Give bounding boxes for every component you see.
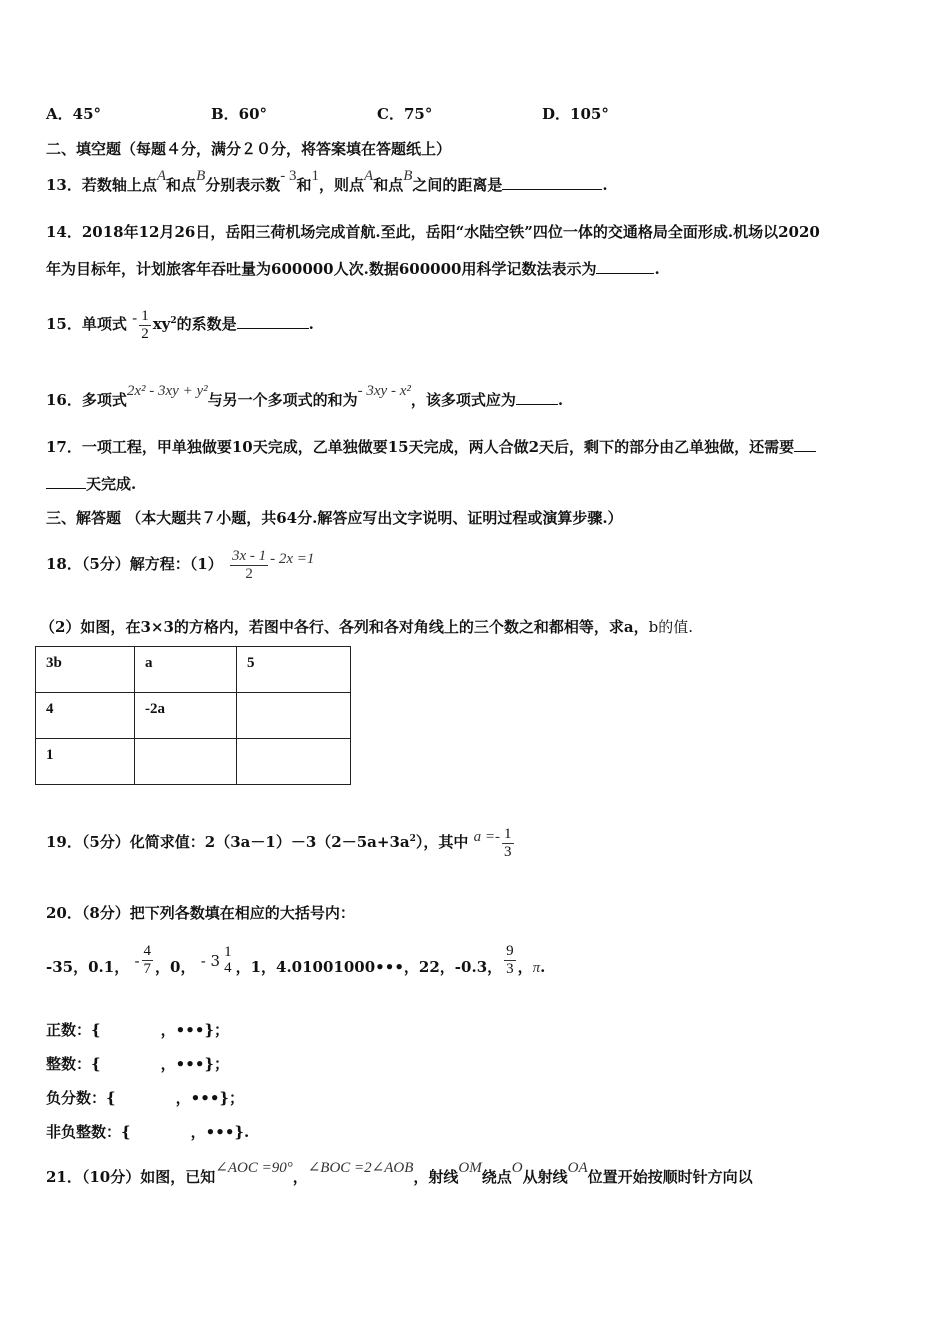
q20-numbers-3: ，1，4.01001000•••，22，-0.3， bbox=[235, 958, 503, 976]
q20-numbers-4: ， bbox=[517, 958, 533, 976]
q15-numerator: 1 bbox=[141, 308, 149, 324]
q13-text-4: 和 bbox=[296, 176, 312, 194]
q18-text-1: 18．（5分）解方程：（1） bbox=[46, 555, 223, 573]
q20-mixed-integer: - 3 bbox=[200, 952, 221, 970]
q20-fraction-2-denominator: 3 bbox=[506, 960, 514, 977]
q15-fraction bbox=[139, 308, 151, 342]
q18-part2-text-2: b的值. bbox=[648, 618, 693, 636]
q21-text-5: 从射线 bbox=[522, 1168, 568, 1186]
section-2-title: 二、填空题（每题４分，满分２０分，将答案填在答题纸上） bbox=[46, 140, 452, 158]
grid-cell bbox=[237, 739, 351, 785]
question-16 bbox=[46, 383, 564, 410]
q21-text-6: 位置开始按顺时针方向以 bbox=[587, 1168, 753, 1186]
q20-fraction-1-sign: - bbox=[134, 952, 140, 970]
q17-answer-blank-1 bbox=[794, 437, 816, 452]
q21-math-1: ∠AOC =90° bbox=[215, 1160, 293, 1176]
section-3-title: 三、解答题 （本大题共７小题，共64分.解答应写出文字说明、证明过程或演算步骤.） bbox=[46, 509, 623, 527]
q20-numbers-1: -35，0.1， bbox=[46, 958, 130, 976]
question-17-line-2 bbox=[46, 473, 136, 494]
q20-numbers-2: ，0， bbox=[155, 958, 196, 976]
q19-text-2: ），其中 bbox=[415, 833, 469, 851]
q14-end: . bbox=[654, 260, 660, 278]
q13-text-1: 13．若数轴上点 bbox=[46, 176, 157, 194]
grid-cell: 5 bbox=[237, 647, 351, 693]
q21-text-3: ，射线 bbox=[413, 1168, 459, 1186]
q20-fraction-1 bbox=[142, 943, 154, 977]
q13-text-2: 和点 bbox=[166, 176, 197, 194]
grid-cell: a bbox=[135, 647, 237, 693]
q16-text-1: 16．多项式 bbox=[46, 391, 127, 409]
q15-exponent: 2 bbox=[170, 316, 177, 326]
q12-options bbox=[46, 103, 609, 124]
q15-text-2: 的系数是 bbox=[176, 315, 237, 333]
q13-point-b: B bbox=[196, 168, 206, 184]
q15-answer-blank bbox=[237, 314, 309, 329]
q15-sign: - bbox=[132, 309, 138, 327]
question-20-title: 20．（8分）把下列各数填在相应的大括号内： bbox=[46, 904, 355, 922]
q20-fraction-1-denominator: 7 bbox=[143, 960, 152, 977]
question-20-numbers bbox=[46, 943, 545, 977]
q20-positive-set: 正数：{ ，•••}； bbox=[46, 1021, 230, 1039]
q21-ray-om: OM bbox=[458, 1160, 482, 1176]
q15-denominator: 2 bbox=[141, 325, 149, 342]
q20-fraction-2 bbox=[504, 943, 516, 977]
q15-end: . bbox=[308, 315, 314, 333]
q16-end: . bbox=[557, 391, 564, 409]
q20-fraction-2-numerator: 9 bbox=[506, 943, 514, 959]
q13-answer-blank bbox=[502, 175, 602, 190]
q20-pi: π bbox=[532, 960, 541, 976]
question-21 bbox=[46, 1160, 753, 1187]
q21-math-2: ∠BOC =2∠AOB bbox=[307, 1160, 414, 1176]
q13-text-6: 和点 bbox=[373, 176, 404, 194]
q16-text-2: 与另一个多项式的和为 bbox=[207, 391, 358, 409]
q16-answer-blank bbox=[516, 390, 558, 405]
q20-mixed-fraction bbox=[222, 944, 234, 977]
q13-point-a: A bbox=[156, 168, 167, 184]
q19-variable: a =- bbox=[473, 829, 500, 845]
grid-cell: 4 bbox=[36, 693, 135, 739]
q19-exponent: 2 bbox=[409, 834, 416, 844]
question-13 bbox=[46, 168, 608, 195]
q20-mixed-denominator: 4 bbox=[224, 960, 232, 976]
q15-xy: xy bbox=[152, 315, 171, 333]
q19-numerator: 1 bbox=[504, 826, 512, 842]
option-a: A．45° bbox=[46, 105, 102, 123]
q13-text-3: 分别表示数 bbox=[205, 176, 281, 194]
grid-row bbox=[36, 693, 351, 739]
magic-square-grid bbox=[35, 646, 351, 785]
question-14-line-1: 14．2018年12月26日，岳阳三荷机场完成首航.至此，岳阳“水陆空铁”四位一体的交通格局全面形成.机场以2020 bbox=[46, 223, 820, 241]
q16-text-3: ，该多项式应为 bbox=[410, 391, 516, 409]
q16-polynomial-2: - 3xy - x² bbox=[357, 383, 411, 399]
q21-ray-oa: OA bbox=[567, 1160, 588, 1176]
q13-end: . bbox=[602, 176, 608, 194]
grid-row bbox=[36, 647, 351, 693]
q17-text: 17．一项工程，甲单独做要10天完成，乙单独做要15天完成，两人合做2天后，剩下的部分由乙单独做，还需要 bbox=[46, 438, 795, 456]
q18-equation-tail: - 2x =1 bbox=[270, 551, 315, 567]
q17-answer-blank-2 bbox=[46, 474, 86, 489]
q19-fraction bbox=[502, 826, 514, 860]
q14-text: 年为目标年，计划旅客年吞吐量为600000人次.数据600000用科学记数法表示为 bbox=[46, 260, 597, 278]
q13-text-5: ，则点 bbox=[319, 176, 365, 194]
q13-point-a-2: A bbox=[364, 168, 374, 184]
q15-text-1: 15．单项式 bbox=[46, 315, 127, 333]
q21-text-1: 21．（10分）如图，已知 bbox=[46, 1168, 216, 1186]
question-18 bbox=[46, 548, 314, 582]
q13-number-1: - 3 bbox=[280, 168, 297, 184]
q18-denominator: 2 bbox=[245, 565, 253, 582]
question-18-part-2 bbox=[40, 616, 693, 637]
q20-integer-set: 整数：{ ，•••}； bbox=[46, 1055, 230, 1073]
grid-cell: -2a bbox=[135, 693, 237, 739]
question-19 bbox=[46, 826, 516, 860]
q13-text-7: 之间的距离是 bbox=[412, 176, 503, 194]
q13-number-2: 1 bbox=[311, 168, 320, 184]
q13-point-b-2: B bbox=[403, 168, 413, 184]
q19-text-1: 19．（5分）化简求值：2（3a－1）－3（2－5a+3a bbox=[46, 833, 410, 851]
q18-part2-text: （2）如图，在3×3的方格内，若图中各行、各列和各对角线上的三个数之和都相等，求a， bbox=[40, 618, 649, 636]
question-15 bbox=[46, 308, 314, 342]
q20-nonnegative-integer-set: 非负整数：{ ，•••}. bbox=[46, 1123, 250, 1141]
q17-text-2: 天完成. bbox=[86, 475, 137, 493]
q19-denominator: 3 bbox=[504, 843, 512, 860]
q18-fraction bbox=[230, 548, 268, 582]
q20-end: . bbox=[540, 958, 546, 976]
q21-point-o: O bbox=[511, 1160, 523, 1176]
grid-cell: 3b bbox=[36, 647, 135, 693]
question-14-line-2 bbox=[46, 258, 660, 279]
q20-mixed-numerator: 1 bbox=[224, 943, 232, 960]
option-b: B．60° bbox=[211, 105, 268, 123]
option-d: D．105° bbox=[542, 105, 609, 123]
question-17-line-1 bbox=[46, 436, 816, 457]
q21-text-4: 绕点 bbox=[481, 1168, 512, 1186]
grid-cell: 1 bbox=[36, 739, 135, 785]
grid-cell bbox=[237, 693, 351, 739]
q20-negative-fraction-set: 负分数：{ ，•••}； bbox=[46, 1089, 245, 1107]
q18-numerator: 3x - 1 bbox=[231, 548, 267, 564]
grid-cell bbox=[135, 739, 237, 785]
q20-fraction-1-numerator: 4 bbox=[143, 943, 152, 959]
grid-row bbox=[36, 739, 351, 785]
q14-answer-blank bbox=[596, 259, 654, 274]
q21-text-2: ， bbox=[292, 1168, 308, 1186]
option-c: C．75° bbox=[377, 105, 433, 123]
q16-polynomial-1: 2x² - 3xy + y² bbox=[126, 383, 208, 399]
